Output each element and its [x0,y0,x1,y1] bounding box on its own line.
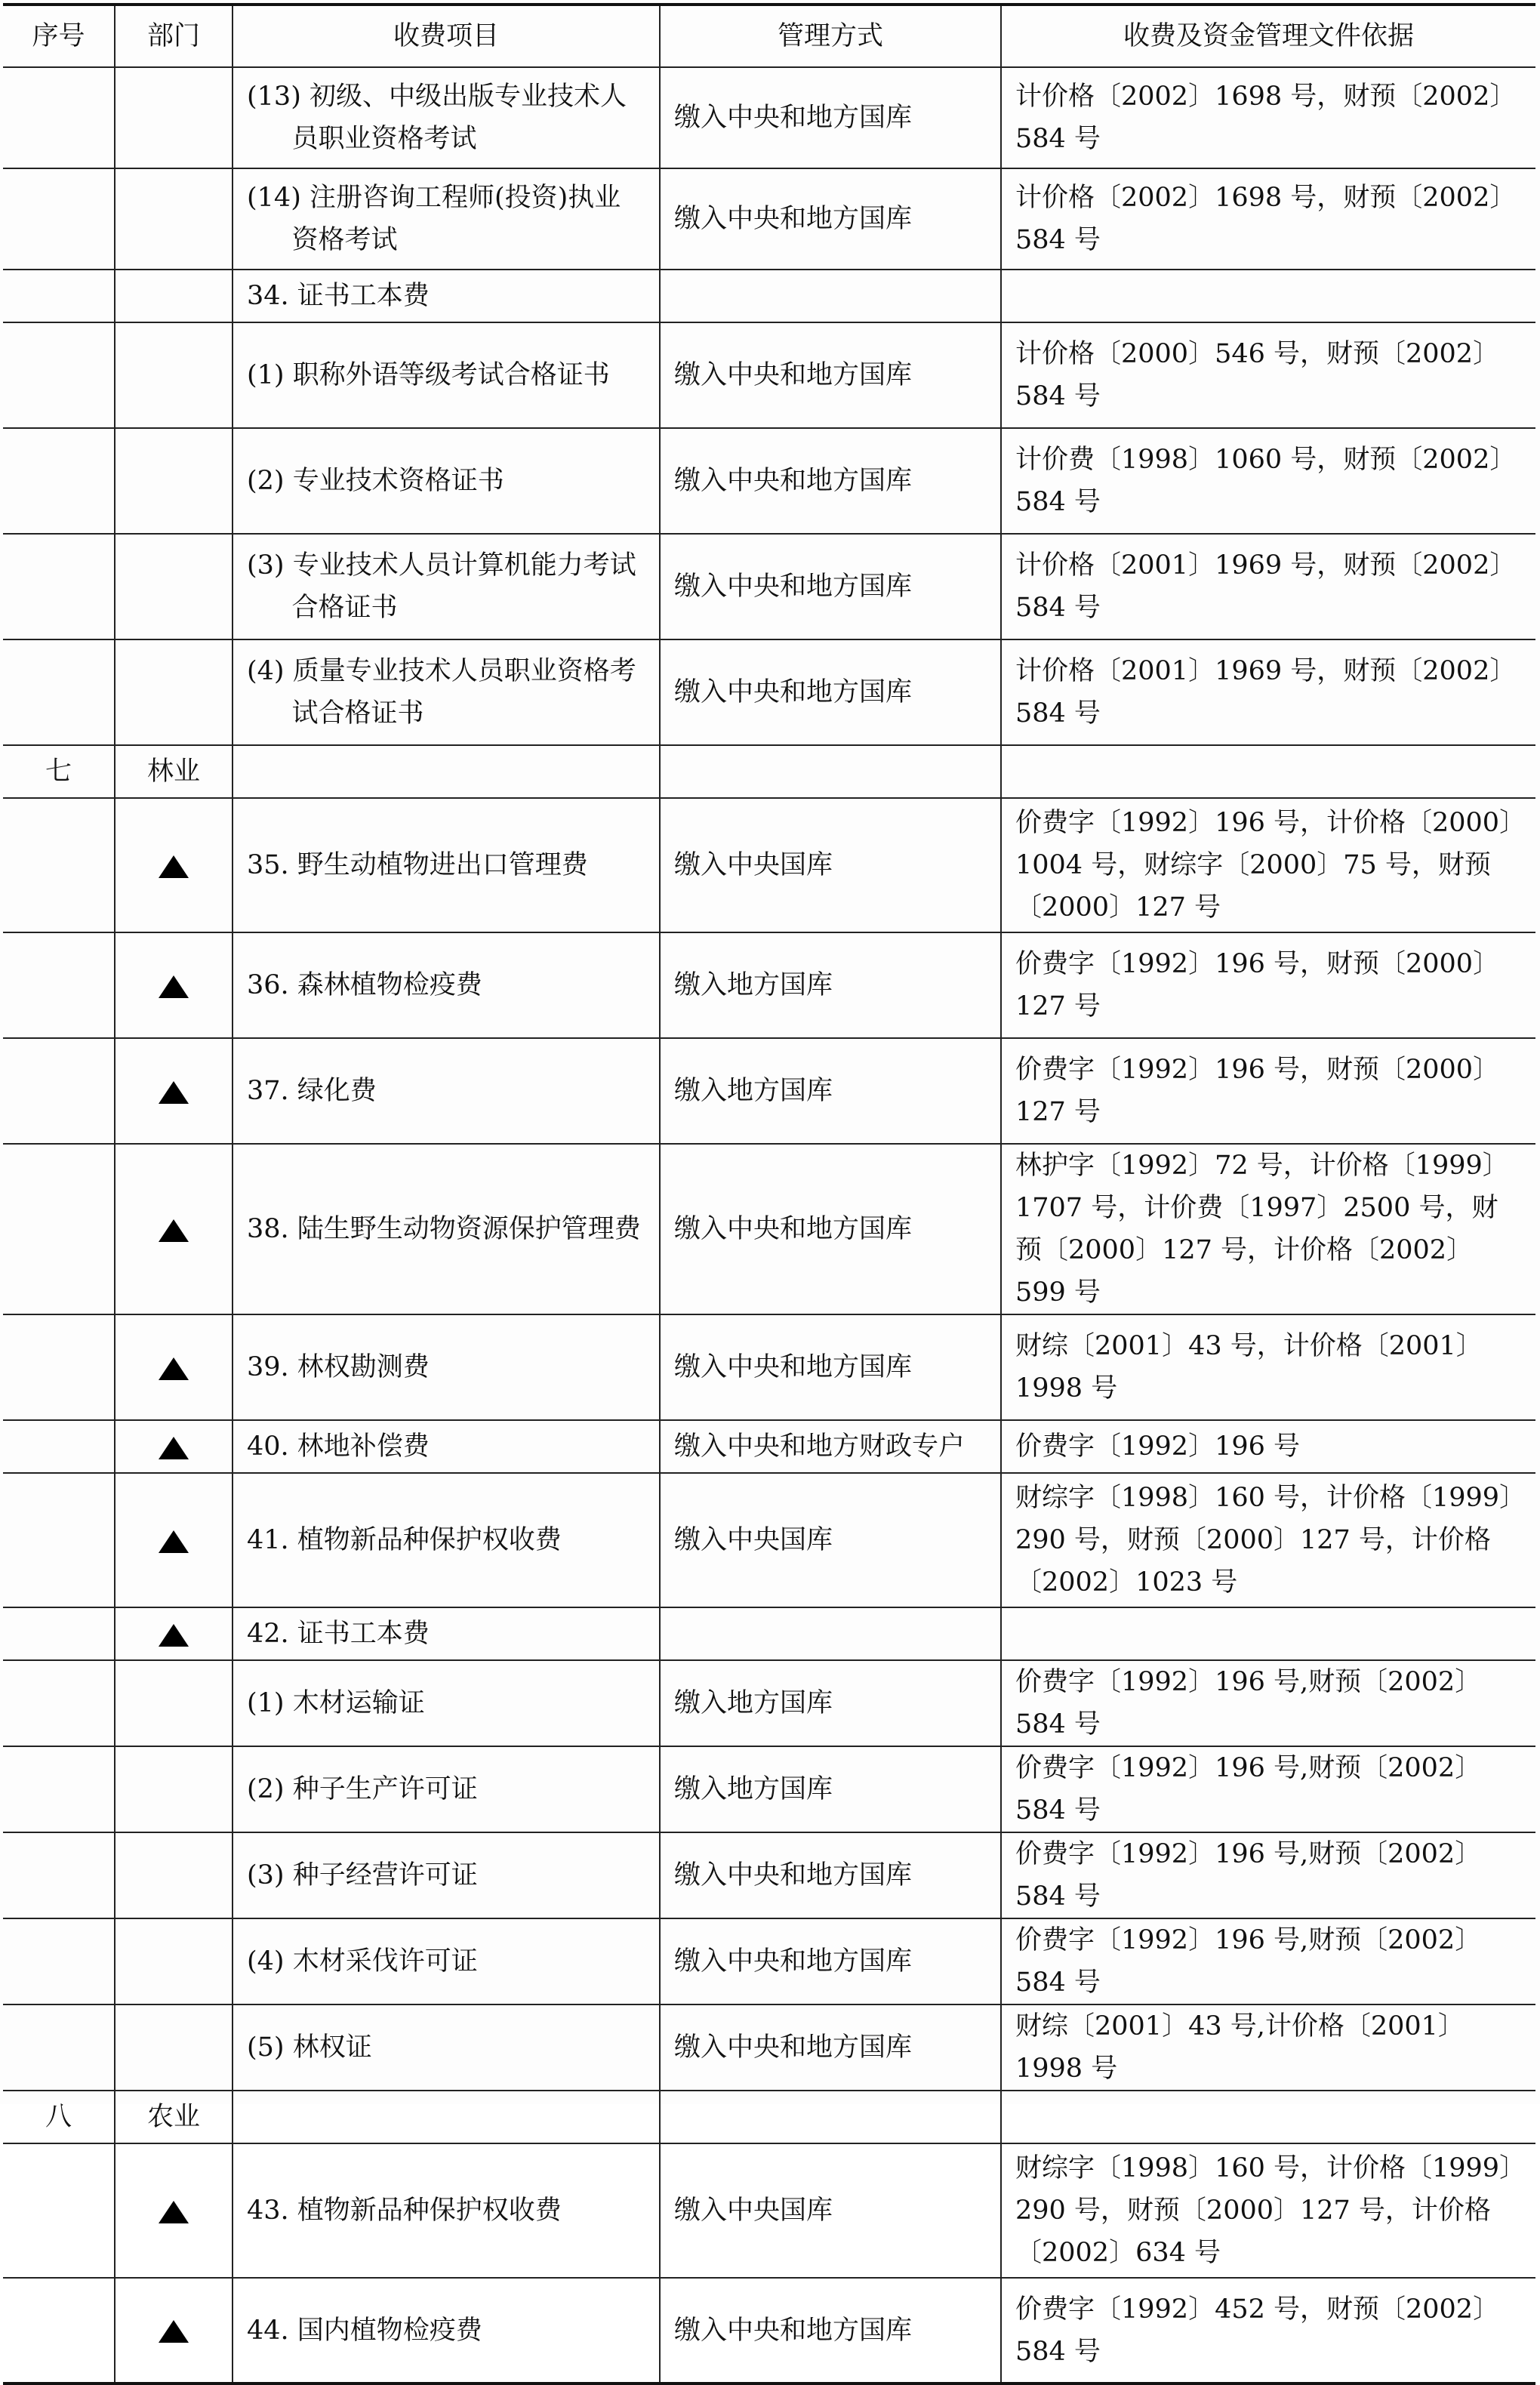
mgmt-cell [660,322,1001,428]
dept-cell [115,1832,233,1918]
item-cell [233,1473,660,1607]
mgmt-cell-text: 缴入中央国库 [674,1525,833,1555]
mgmt-cell [660,1144,1001,1314]
mgmt-cell-text: 缴入中央和地方国库 [674,2032,913,2063]
triangle-marker-icon [159,1437,189,1459]
table-row [3,798,1535,932]
item-cell-text: 40. 林地补偿费 [247,1431,430,1462]
basis-cell-text: 林护字〔1992〕72 号，计价格〔1999〕1707 号，计价费〔1997〕2500 号，财预〔2000〕127 号，计价格〔2002〕599 号 [1015,1151,1509,1308]
basis-cell [1001,1918,1535,2004]
dept-cell [115,428,233,534]
basis-cell-text: 价费字〔1992〕196 号，计价格〔2000〕1004 号，财综字〔2000〕75 号，财预〔2000〕127 号 [1015,808,1513,923]
mgmt-cell-text: 缴入中央和地方财政专户 [674,1431,966,1462]
table-row [3,2091,1535,2143]
mgmt-cell [660,2004,1001,2091]
basis-cell [1001,322,1535,428]
seq-cell [3,534,115,639]
triangle-marker-icon [159,855,189,878]
item-cell [233,322,660,428]
mgmt-cell [660,1314,1001,1420]
dept-cell [115,2143,233,2278]
dept-cell [115,2091,233,2143]
table-row [3,67,1535,168]
mgmt-cell [660,1660,1001,1746]
item-cell-text: (2) 专业技术资格证书 [247,466,504,496]
table-row [3,168,1535,270]
dept-cell [115,1314,233,1420]
basis-cell [1001,1314,1535,1420]
mgmt-cell [660,67,1001,168]
item-cell-text: (5) 林权证 [247,2032,372,2063]
basis-cell [1001,1746,1535,1832]
seq-cell [3,1038,115,1144]
item-cell [233,2091,660,2143]
item-cell [233,1420,660,1473]
item-cell [233,2143,660,2278]
seq-cell [3,1144,115,1314]
triangle-marker-icon [159,1624,189,1647]
table-row [3,1314,1535,1420]
mgmt-cell-text: 缴入中央和地方国库 [674,1214,913,1244]
table-row [3,1660,1535,1746]
basis-cell-text: 财综〔2001〕43 号,计价格〔2001〕1998 号 [1015,2011,1465,2084]
item-cell [233,639,660,745]
table-body [3,67,1535,2383]
basis-cell-text: 财综〔2001〕43 号，计价格〔2001〕1998 号 [1015,1331,1483,1404]
item-cell [233,1607,660,1660]
table-row [3,1832,1535,1918]
dept-cell [115,1607,233,1660]
table-row [3,639,1535,745]
mgmt-cell-text: 缴入中央和地方国库 [674,1352,913,1382]
seq-cell [3,1314,115,1420]
seq-cell [3,639,115,745]
triangle-marker-icon [159,2201,189,2223]
mgmt-cell-text: 缴入中央和地方国库 [674,2315,913,2346]
table-row [3,745,1535,798]
basis-cell [1001,1832,1535,1918]
item-cell-text: (2) 种子生产许可证 [247,1774,478,1804]
mgmt-cell [660,428,1001,534]
seq-cell [3,270,115,322]
mgmt-cell [660,745,1001,798]
mgmt-cell [660,2278,1001,2383]
item-cell [233,1038,660,1144]
triangle-marker-icon [159,2320,189,2343]
dept-cell [115,270,233,322]
seq-cell [3,1918,115,2004]
mgmt-cell-text: 缴入中央和地方国库 [674,466,913,496]
seq-cell [3,1746,115,1832]
item-cell [233,1660,660,1746]
seq-cell [3,168,115,270]
item-cell-text: 39. 林权勘测费 [247,1352,430,1382]
table-row [3,2278,1535,2383]
item-cell-text: (3) 专业技术人员计算机能力考试合格证书 [247,550,636,623]
table-row [3,1473,1535,1607]
dept-cell [115,534,233,639]
basis-cell-text: 计价格〔2001〕1969 号，财预〔2002〕584 号 [1015,656,1517,729]
seq-cell [3,932,115,1038]
triangle-marker-icon [159,1081,189,1104]
item-cell-text: (4) 质量专业技术人员职业资格考试合格证书 [247,656,636,729]
item-cell [233,932,660,1038]
header-mgmt: 管理方式 [660,5,1001,67]
basis-cell-text: 价费字〔1992〕196 号 [1015,1431,1301,1462]
basis-cell [1001,1607,1535,1660]
basis-cell [1001,2143,1535,2278]
item-cell [233,1746,660,1832]
item-cell-text: 34. 证书工本费 [247,281,430,311]
mgmt-cell [660,2091,1001,2143]
seq-cell [3,1660,115,1746]
mgmt-cell [660,1420,1001,1473]
mgmt-cell [660,534,1001,639]
basis-cell [1001,639,1535,745]
mgmt-cell-text: 缴入地方国库 [674,970,833,1000]
item-cell-text: 44. 国内植物检疫费 [247,2315,482,2346]
basis-cell [1001,67,1535,168]
seq-cell [3,1473,115,1607]
table-row [3,1038,1535,1144]
dept-cell [115,1038,233,1144]
item-cell-text: (13) 初级、中级出版专业技术人员职业资格考试 [247,82,627,154]
dept-cell [115,1746,233,1832]
item-cell [233,428,660,534]
item-cell-text: 36. 森林植物检疫费 [247,970,482,1000]
header-dept: 部门 [115,5,233,67]
seq-cell [3,1607,115,1660]
seq-cell-text: 八 [45,2102,72,2132]
dept-cell [115,168,233,270]
basis-cell [1001,2004,1535,2091]
mgmt-cell [660,639,1001,745]
item-cell-text: (14) 注册咨询工程师(投资)执业资格考试 [247,183,621,255]
item-cell-text: 43. 植物新品种保护权收费 [247,2195,562,2226]
item-cell-text: (3) 种子经营许可证 [247,1860,478,1890]
table-row [3,1144,1535,1314]
mgmt-cell-text: 缴入中央和地方国库 [674,1946,913,1977]
item-cell-text: 42. 证书工本费 [247,1619,430,1649]
item-cell-text: 38. 陆生野生动物资源保护管理费 [247,1214,641,1244]
mgmt-cell-text: 缴入中央和地方国库 [674,572,913,602]
dept-cell-text: 农业 [146,2102,200,2132]
table-header-row [3,5,1535,67]
basis-cell [1001,428,1535,534]
table-row [3,1420,1535,1473]
mgmt-cell-text: 缴入地方国库 [674,1688,833,1718]
mgmt-cell [660,932,1001,1038]
basis-cell [1001,168,1535,270]
dept-cell [115,1420,233,1473]
seq-cell [3,1832,115,1918]
dept-cell [115,67,233,168]
basis-cell [1001,798,1535,932]
header-basis: 收费及资金管理文件依据 [1001,5,1535,67]
basis-cell [1001,1144,1535,1314]
mgmt-cell-text: 缴入地方国库 [674,1774,833,1804]
dept-cell [115,1144,233,1314]
triangle-marker-icon [159,1357,189,1380]
mgmt-cell [660,1038,1001,1144]
header-seq: 序号 [3,5,115,67]
dept-cell [115,639,233,745]
item-cell [233,2278,660,2383]
mgmt-cell-text: 缴入中央和地方国库 [674,1860,913,1890]
mgmt-cell-text: 缴入中央和地方国库 [674,204,913,234]
item-cell [233,168,660,270]
basis-cell [1001,1473,1535,1607]
item-cell-text: 37. 绿化费 [247,1076,377,1106]
table-row [3,322,1535,428]
basis-cell [1001,1420,1535,1473]
item-cell [233,67,660,168]
item-cell [233,270,660,322]
item-cell-text: (1) 职称外语等级考试合格证书 [247,360,610,390]
item-cell [233,1918,660,2004]
mgmt-cell [660,1473,1001,1607]
basis-cell-text: 价费字〔1992〕196 号，财预〔2000〕127 号 [1015,1055,1500,1127]
mgmt-cell-text: 缴入中央和地方国库 [674,360,913,390]
mgmt-cell-text: 缴入中央和地方国库 [674,103,913,133]
triangle-marker-icon [159,1530,189,1553]
basis-cell-text: 价费字〔1992〕452 号，财预〔2002〕584 号 [1015,2294,1500,2367]
table-row [3,1918,1535,2004]
item-cell [233,534,660,639]
basis-cell-text: 计价格〔2001〕1969 号，财预〔2002〕584 号 [1015,550,1517,623]
dept-cell [115,2278,233,2383]
seq-cell [3,2278,115,2383]
mgmt-cell-text: 缴入地方国库 [674,1076,833,1106]
seq-cell [3,1420,115,1473]
basis-cell-text: 计价格〔2002〕1698 号，财预〔2002〕584 号 [1015,183,1517,255]
mgmt-cell [660,1746,1001,1832]
table-row [3,932,1535,1038]
mgmt-cell-text: 缴入中央国库 [674,850,833,880]
seq-cell [3,2143,115,2278]
seq-cell [3,322,115,428]
table-row [3,1746,1535,1832]
mgmt-cell [660,1607,1001,1660]
basis-cell-text: 计价费〔1998〕1060 号，财预〔2002〕584 号 [1015,445,1517,517]
mgmt-cell [660,1918,1001,2004]
basis-cell [1001,2091,1535,2143]
mgmt-cell [660,270,1001,322]
basis-cell [1001,270,1535,322]
basis-cell [1001,2278,1535,2383]
table-row [3,428,1535,534]
header-item: 收费项目 [233,5,660,67]
mgmt-cell [660,2143,1001,2278]
dept-cell [115,1660,233,1746]
table-row [3,270,1535,322]
basis-cell-text: 价费字〔1992〕196 号,财预〔2002〕584 号 [1015,1925,1482,1998]
triangle-marker-icon [159,1219,189,1242]
dept-cell [115,2004,233,2091]
item-cell [233,745,660,798]
mgmt-cell [660,1832,1001,1918]
basis-cell-text: 价费字〔1992〕196 号,财预〔2002〕584 号 [1015,1839,1482,1912]
table-row [3,534,1535,639]
table-row [3,2143,1535,2278]
basis-cell-text: 财综字〔1998〕160 号，计价格〔1999〕290 号，财预〔2000〕127 号，计价格〔2002〕1023 号 [1015,1483,1513,1598]
table-row [3,1607,1535,1660]
basis-cell-text: 价费字〔1992〕196 号，财预〔2000〕127 号 [1015,949,1500,1021]
table-row [3,2004,1535,2091]
basis-cell-text: 价费字〔1992〕196 号,财预〔2002〕584 号 [1015,1753,1482,1826]
mgmt-cell [660,798,1001,932]
basis-cell-text: 计价格〔2002〕1698 号，财预〔2002〕584 号 [1015,82,1517,154]
item-cell [233,2004,660,2091]
seq-cell [3,2004,115,2091]
item-cell-text: (1) 木材运输证 [247,1688,425,1718]
triangle-marker-icon [159,975,189,998]
mgmt-cell-text: 缴入中央国库 [674,2195,833,2226]
seq-cell [3,428,115,534]
basis-cell [1001,1038,1535,1144]
basis-cell [1001,534,1535,639]
dept-cell [115,1473,233,1607]
basis-cell [1001,1660,1535,1746]
seq-cell [3,2091,115,2143]
seq-cell-text: 七 [45,756,72,787]
fee-table [3,3,1535,2385]
dept-cell-text: 林业 [146,756,200,787]
seq-cell [3,798,115,932]
item-cell-text: (4) 木材采伐许可证 [247,1946,478,1977]
basis-cell-text: 财综字〔1998〕160 号，计价格〔1999〕290 号，财预〔2000〕127 号，计价格〔2002〕634 号 [1015,2153,1513,2268]
seq-cell [3,745,115,798]
basis-cell-text: 计价格〔2000〕546 号，财预〔2002〕584 号 [1015,339,1500,411]
item-cell [233,1832,660,1918]
seq-cell [3,67,115,168]
item-cell [233,1314,660,1420]
dept-cell [115,322,233,428]
mgmt-cell [660,168,1001,270]
dept-cell [115,1918,233,2004]
basis-cell [1001,932,1535,1038]
dept-cell [115,745,233,798]
mgmt-cell-text: 缴入中央和地方国库 [674,677,913,707]
basis-cell-text: 价费字〔1992〕196 号,财预〔2002〕584 号 [1015,1667,1482,1739]
dept-cell [115,932,233,1038]
item-cell-text: 35. 野生动植物进出口管理费 [247,850,588,880]
basis-cell [1001,745,1535,798]
item-cell [233,798,660,932]
dept-cell [115,798,233,932]
item-cell-text: 41. 植物新品种保护权收费 [247,1525,562,1555]
item-cell [233,1144,660,1314]
